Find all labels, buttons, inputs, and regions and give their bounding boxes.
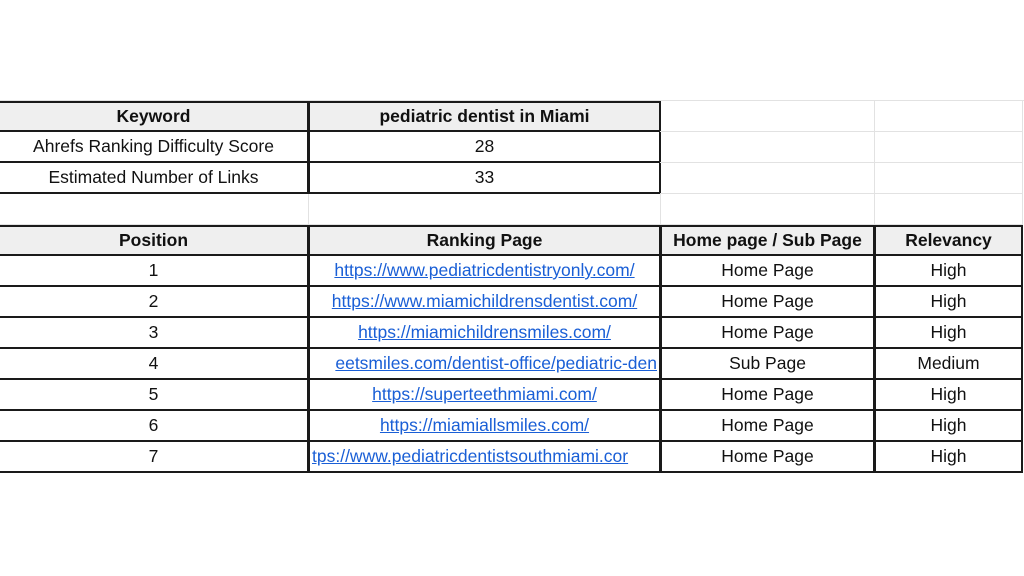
position-cell[interactable]: 3	[0, 318, 309, 349]
ranking-header-row	[0, 225, 1024, 256]
position-cell[interactable]: 4	[0, 349, 309, 380]
relevancy-cell[interactable]: High	[874, 380, 1023, 411]
summary-value-cell[interactable]: 33	[308, 163, 661, 194]
ranking-page-link[interactable]: https://superteethmiami.com/	[308, 380, 661, 411]
position-cell[interactable]: 2	[0, 287, 309, 318]
empty-cell[interactable]	[660, 132, 875, 163]
empty-cell[interactable]	[308, 194, 661, 225]
empty-cell[interactable]	[0, 194, 309, 225]
position-cell[interactable]: 6	[0, 411, 309, 442]
page-type-cell[interactable]: Home Page	[660, 318, 875, 349]
table-row	[0, 411, 1024, 442]
summary-label-cell[interactable]: Estimated Number of Links	[0, 163, 309, 194]
page-type-cell[interactable]: Home Page	[660, 411, 875, 442]
empty-cell[interactable]	[660, 163, 875, 194]
empty-row	[0, 194, 1024, 225]
summary-label-cell[interactable]: Keyword	[0, 101, 309, 132]
empty-cell[interactable]	[660, 101, 875, 132]
position-cell[interactable]: 1	[0, 256, 309, 287]
table-row	[0, 287, 1024, 318]
table-row	[0, 256, 1024, 287]
column-header-position[interactable]: Position	[0, 225, 309, 256]
empty-cell[interactable]	[874, 132, 1023, 163]
page-type-cell[interactable]: Sub Page	[660, 349, 875, 380]
summary-row-keyword	[0, 101, 1024, 132]
summary-label-cell[interactable]: Ahrefs Ranking Difficulty Score	[0, 132, 309, 163]
summary-row-difficulty	[0, 132, 1024, 163]
ranking-page-link[interactable]: https://www.miamichildrensdentist.com/	[308, 287, 661, 318]
ranking-page-link[interactable]: https://www.pediatricdentistryonly.com/	[308, 256, 661, 287]
page-type-cell[interactable]: Home Page	[660, 442, 875, 473]
summary-row-links	[0, 163, 1024, 194]
column-header-page-type[interactable]: Home page / Sub Page	[660, 225, 875, 256]
position-cell[interactable]: 7	[0, 442, 309, 473]
table-row	[0, 349, 1024, 380]
page-type-cell[interactable]: Home Page	[660, 380, 875, 411]
ranking-page-link[interactable]: https://miamichildrensmiles.com/	[308, 318, 661, 349]
empty-cell[interactable]	[874, 194, 1023, 225]
column-header-ranking-page[interactable]: Ranking Page	[308, 225, 661, 256]
empty-cell[interactable]	[660, 194, 875, 225]
relevancy-cell[interactable]: High	[874, 287, 1023, 318]
summary-value-cell[interactable]: pediatric dentist in Miami	[308, 101, 661, 132]
relevancy-cell[interactable]: High	[874, 318, 1023, 349]
ranking-page-link[interactable]: https://miamiallsmiles.com/	[308, 411, 661, 442]
table-row	[0, 318, 1024, 349]
page-type-cell[interactable]: Home Page	[660, 287, 875, 318]
relevancy-cell[interactable]: High	[874, 256, 1023, 287]
relevancy-cell[interactable]: High	[874, 442, 1023, 473]
relevancy-cell[interactable]: Medium	[874, 349, 1023, 380]
relevancy-cell[interactable]: High	[874, 411, 1023, 442]
ranking-page-link[interactable]: eetsmiles.com/dentist-office/pediatric-den	[308, 349, 661, 380]
column-header-relevancy[interactable]: Relevancy	[874, 225, 1023, 256]
ranking-page-link[interactable]: tps://www.pediatricdentistsouthmiami.cor	[308, 442, 661, 473]
table-row	[0, 380, 1024, 411]
page-type-cell[interactable]: Home Page	[660, 256, 875, 287]
empty-cell[interactable]	[874, 101, 1023, 132]
table-row	[0, 442, 1024, 473]
summary-value-cell[interactable]: 28	[308, 132, 661, 163]
empty-cell[interactable]	[874, 163, 1023, 194]
position-cell[interactable]: 5	[0, 380, 309, 411]
